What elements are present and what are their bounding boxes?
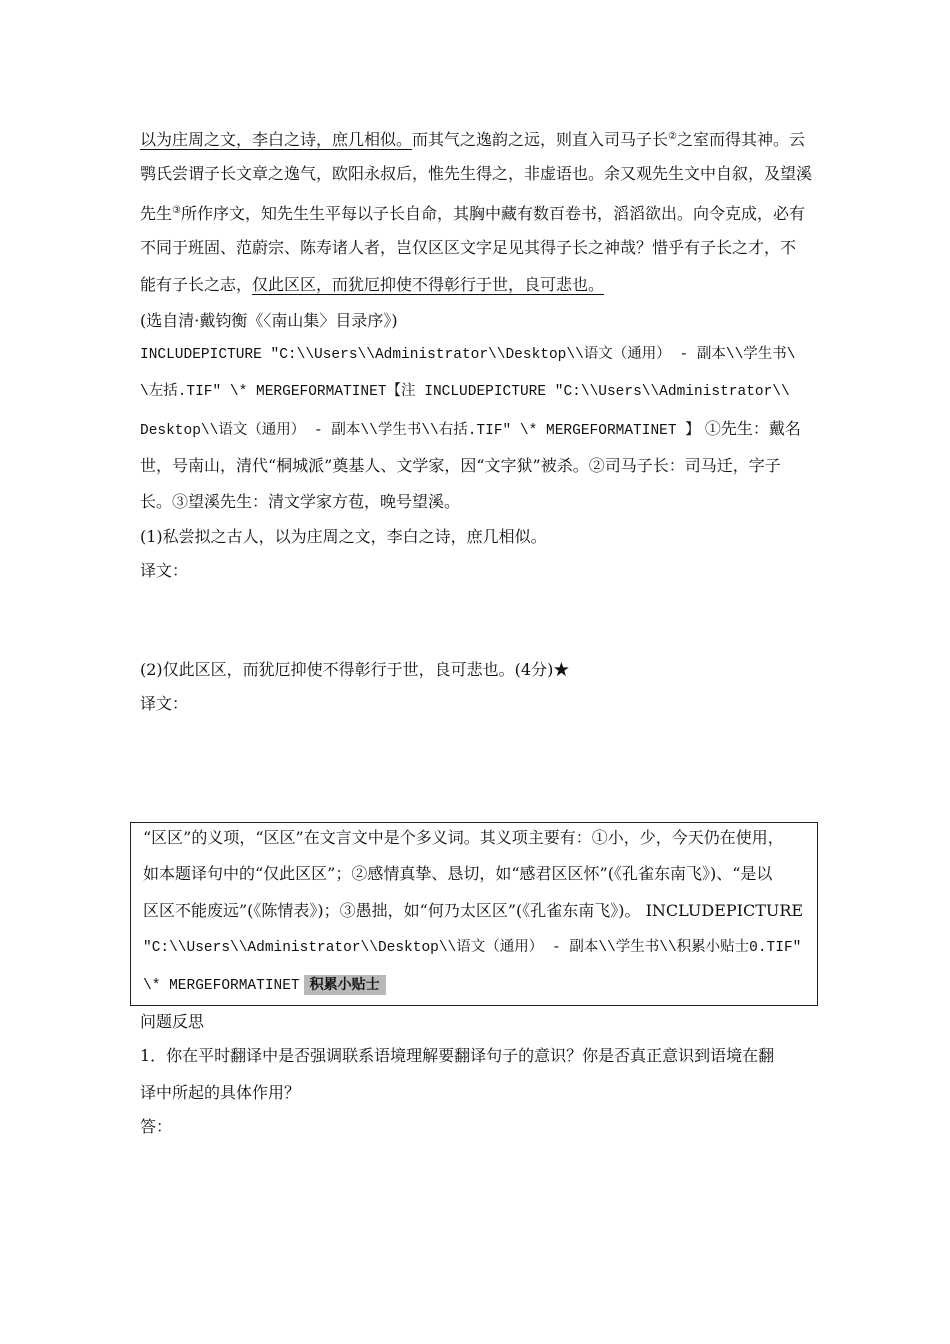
reflection-heading: 问题反思 (140, 1012, 205, 1031)
passage-source: (选自清·戴钧衡《〈南山集〉目录序》) (140, 311, 398, 330)
passage-line-5 (140, 275, 604, 295)
question-1-answer-label: 译文： (140, 561, 189, 580)
note-text: ①先生：戴名 (699, 419, 801, 438)
passage-text: 所作序文，知先生生平每以子长自命，其胸中藏有数百卷书，滔滔欲出。向令克成，必有 (180, 204, 805, 223)
footnote-ref-3: ③ (172, 205, 181, 216)
passage-text: 而其气之逸韵之远，则直入司马子长 (412, 130, 669, 149)
note-field-code: Desktop\\语文（通用） - 副本\\学生书\\右括.TIF" \* MERGEFORMATINET 】 (140, 423, 700, 439)
tip-field-code: \* MERGEFORMATINET (143, 978, 300, 994)
note-line-4: 世，号南山，清代“桐城派”奠基人、文学家，因“文字狱”被杀。②司马子长：司马迁，字子 (140, 456, 781, 475)
passage-line-3 (140, 201, 805, 224)
passage-line-4: 不同于班固、范蔚宗、陈寿诸人者，岂仅区区文字足见其得子长之神哉？惜乎有子长之才，不 (140, 238, 797, 257)
underlined-sentence-2: 仅此区区，而犹厄抑使不得彰行于世，良可悲也。 (252, 275, 605, 294)
passage-line-1 (140, 127, 805, 150)
note-line-3 (140, 419, 801, 441)
tip-line-5 (143, 974, 386, 996)
footnote-ref-2: ② (668, 131, 677, 142)
tip-line-3: 区区不能废远”(《陈情表》)；③愚拙，如“何乃太区区”(《孔雀东南飞》)。 INCLUDEPICTURE (143, 901, 804, 920)
passage-text: 先生 (140, 204, 173, 223)
question-2-answer-label: 译文： (140, 694, 189, 713)
tip-line-2: 如本题译句中的“仅此区区”；②感情真挚、恳切，如“感君区区怀”(《孔雀东南飞》)、“是以 (143, 864, 773, 883)
reflection-question-1-cont: 译中所起的具体作用？ (140, 1083, 301, 1102)
reflection-question-1: 1．你在平时翻译中是否强调联系语境理解要翻译句子的意识？你是否真正意识到语境在翻 (140, 1046, 775, 1065)
passage-line-2: 鹗氏尝谓子长文章之逸气，欧阳永叔后，惟先生得之，非虚语也。余又观先生文中自叙，及望溪 (140, 164, 813, 183)
question-1: (1)私尝拟之古人，以为庄周之文，李白之诗，庶几相似。 (140, 527, 547, 546)
passage-text: 之室而得其神。云 (677, 130, 806, 149)
question-2: (2)仅此区区，而犹厄抑使不得彰行于世，良可悲也。(4分)★ (140, 660, 570, 679)
passage-text: 能有子长之志， (140, 275, 253, 294)
note-line-5: 长。③望溪先生：清文学家方苞，晚号望溪。 (140, 492, 461, 511)
note-line-1: INCLUDEPICTURE "C:\\Users\\Administrator\\Desktop\\语文（通用） - 副本\\学生书\ (140, 347, 796, 363)
tip-line-4: "C:\\Users\\Administrator\\Desktop\\语文（通用） - 副本\\学生书\\积累小贴士0.TIF" (143, 940, 802, 956)
accumulation-tip-box (130, 822, 818, 1006)
tip-tag-badge: 积累小贴士 (304, 975, 386, 995)
note-line-2: \左括.TIF" \* MERGEFORMATINET【注 INCLUDEPICTURE "C:\\Users\\Administrator\\ (140, 384, 790, 400)
reflection-answer-label: 答： (140, 1117, 173, 1136)
underlined-sentence-1: 以为庄周之文，李白之诗，庶几相似。 (140, 130, 413, 149)
tip-line-1: “区区”的义项，“区区”在文言文中是个多义词。其义项主要有：①小，少，今天仍在使用， (143, 828, 784, 847)
